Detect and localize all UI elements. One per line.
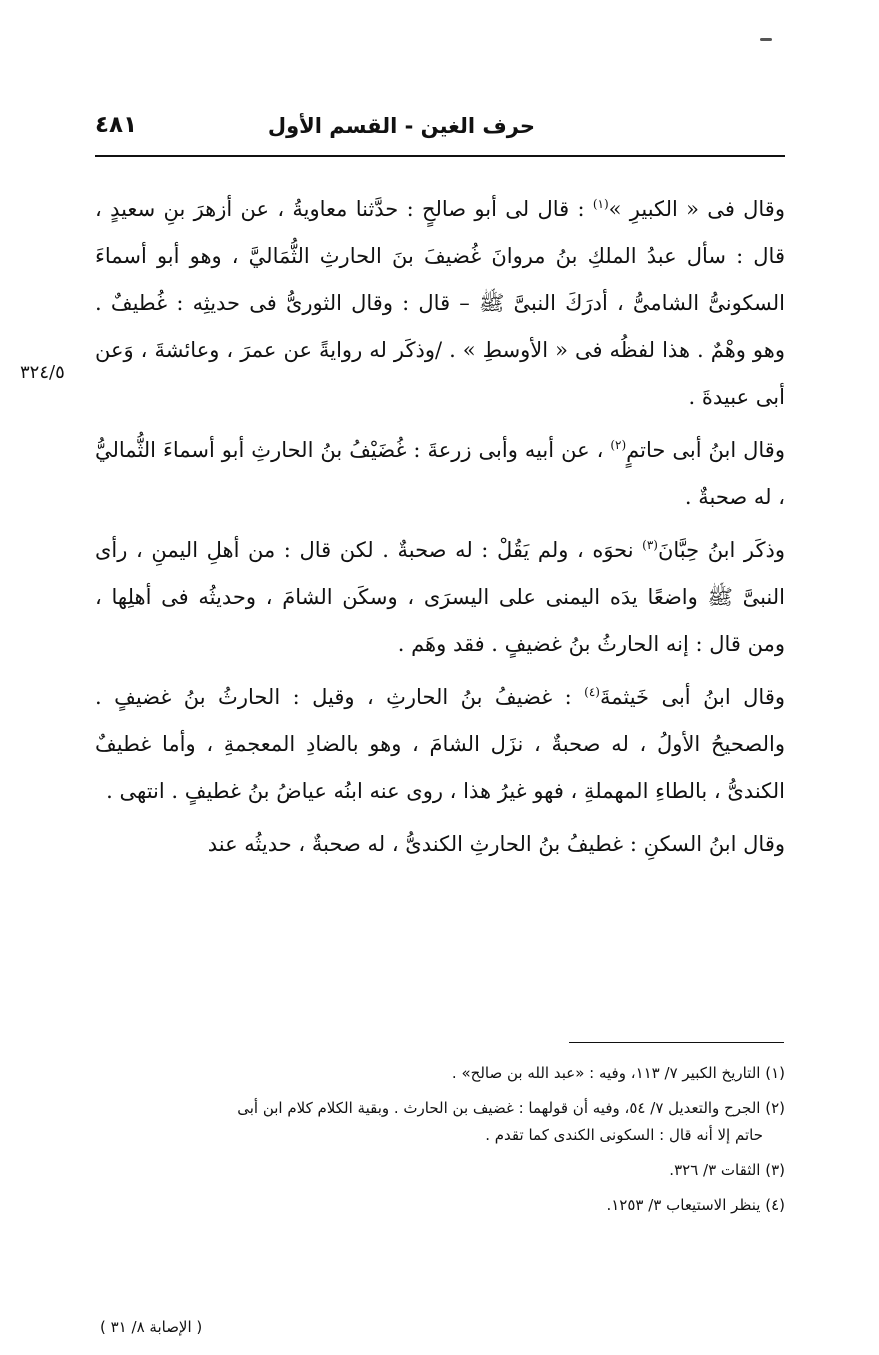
footnote-ref: (٢) [610, 438, 627, 452]
paragraph [95, 674, 785, 815]
running-header [95, 112, 785, 152]
footnote-continuation: حاتم إلا أنه قال : السكونى الكندى كما تقدم . [485, 1126, 763, 1144]
paragraph-text: وقال فى « الكبيرِ » [608, 197, 785, 221]
footnote-text: (٤) ينظر الاستيعاب ٣/ ١٢٥٣. [606, 1196, 785, 1214]
footnote-text: (٣) الثقات ٣/ ٣٢٦. [669, 1161, 785, 1179]
paragraph [95, 186, 785, 421]
page-number: ٤٨١ [95, 112, 138, 138]
paragraph-text: ، عن أبيه وأبى زرعةَ : غُضَيْفُ بنُ الحارثِ أبو أسماءَ الثُّماليُّ ، له صحبةٌ . [95, 438, 785, 509]
paragraph-text: وقال ابنُ أبى حاتمٍ [626, 438, 785, 462]
footnote [95, 1095, 785, 1149]
header-title: حرف الغين - القسم الأول [267, 114, 535, 138]
paragraph [95, 821, 785, 868]
footnote [95, 1157, 785, 1184]
footnote [95, 1192, 785, 1219]
paragraph-text: وقال ابنُ أبى خَيثمةَ [599, 685, 785, 709]
footnote-text: (١) التاريخ الكبير ٧/ ١١٣، وفيه : «عبد الله بن صالح» . [451, 1064, 785, 1082]
footnotes [95, 1060, 785, 1227]
main-text [95, 186, 785, 874]
footnote-text: (٢) الجرح والتعديل ٧/ ٥٤، وفيه أن قولهما : غضيف بن الحارث . وبقية الكلام كلام ابن أبى [237, 1099, 785, 1117]
paragraph-text: وقال ابنُ السكنِ : غطيفُ بنُ الحارثِ الكندىُّ ، له صحبةٌ ، حديثُه عند [207, 832, 785, 856]
footnote-ref: (٤) [584, 685, 600, 699]
footnote-ref: (١) [592, 197, 609, 211]
print-speck [760, 38, 772, 41]
paragraph-text: نحوَه ، ولم يَقُلْ : له صحبةٌ . لكن قال : من أهلِ اليمنِ ، رأى النبىَّ ﷺ واضعًا يدَه اليمنى على اليسرَى ، وسكَن الشامَ ، وحديثُه فى أهلِها ، ومن قال : إنه الحارثُ بنُ غضيفٍ . فقد وهَم . [95, 538, 785, 656]
footnote [95, 1060, 785, 1087]
paragraph-text: وذكَر ابنُ حِبَّانَ [657, 538, 786, 562]
footnote-rule [569, 1042, 784, 1043]
paragraph [95, 527, 785, 668]
paragraph-text: : غضيفُ بنُ الحارثِ ، وقيل : الحارثُ بنُ غضيفٍ . والصحيحُ الأولُ ، له صحبةٌ ، نزَل الشامَ ، وهو بالضادِ المعجمةِ ، وأما غطيفٌ الكندىُّ ، بالطاءِ المهملةِ ، فهو غيرُ هذا ، روى عنه ابنُه عياضُ بنُ غطيفٍ . انتهى . [95, 685, 785, 803]
source-reference: ( الإصابة ٨/ ٣١ ) [100, 1318, 203, 1336]
paragraph-text: : قال لى أبو صالحٍ : حدَّثنا معاويةُ ، عن أزهرَ بنِ سعيدٍ ، قال : سأل عبدُ الملكِ بنُ مروانَ غُضيفَ بنَ الحارثِ الثُّمَاليَّ ، وهو أبو أسماءَ السكونىُّ الشامىُّ ، أدرَكَ النبىَّ ﷺ – قال : وقال الثورىُّ فى حديثِه : غُطيفٌ . وهو وهْمٌ . هذا لفظُه فى « الأوسطِ » . /وذكَر له روايةً عن عمرَ ، وعائشةَ ، وَعن أبى عبيدةَ . [95, 197, 785, 409]
margin-note: ٣٢٤/٥ [20, 362, 65, 383]
footnote-ref: (٣) [642, 538, 658, 552]
paragraph [95, 427, 785, 521]
header-rule [95, 155, 785, 157]
